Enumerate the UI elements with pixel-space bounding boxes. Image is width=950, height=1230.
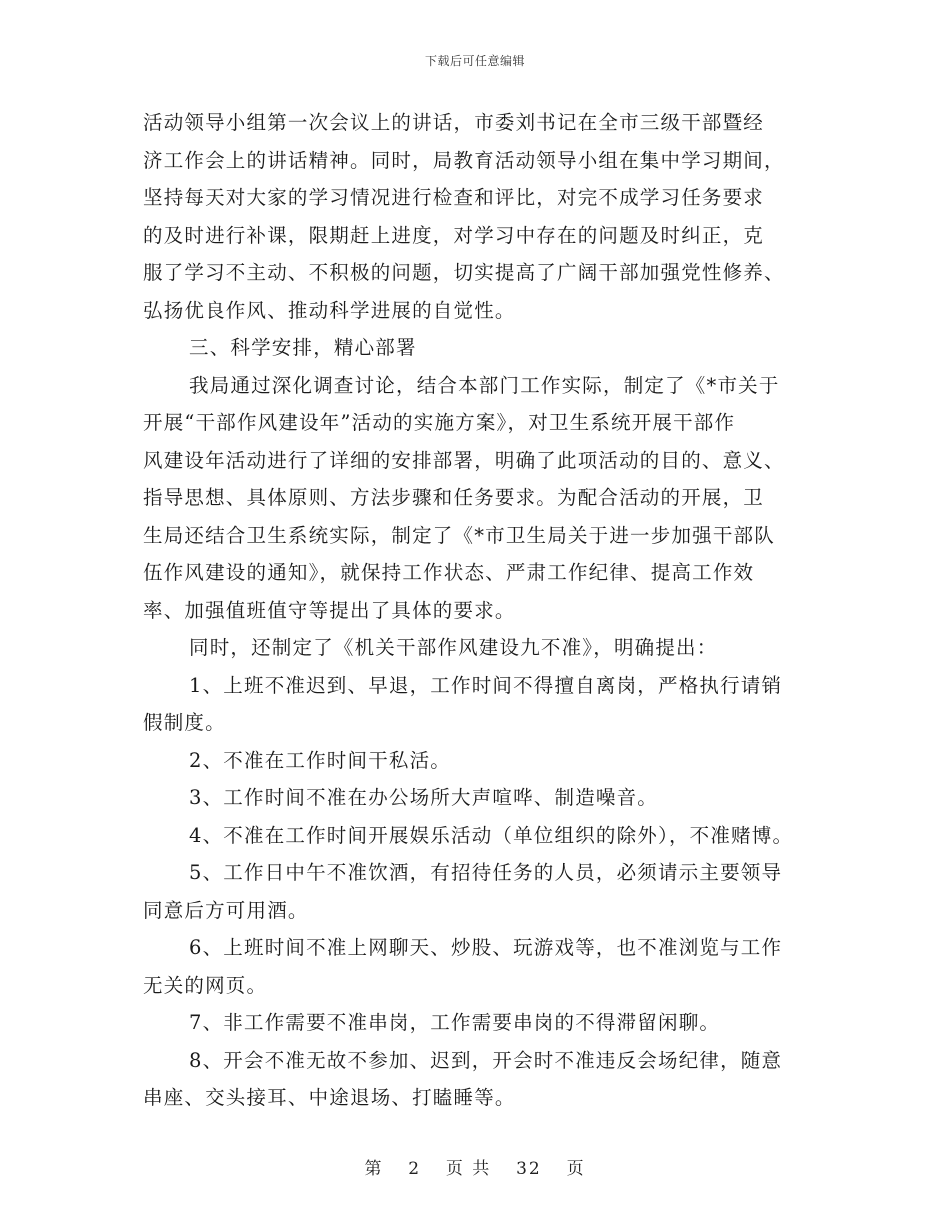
text-line: 无关的网页。 [143, 973, 268, 997]
text-line: 5、工作日中午不准饮酒，有招待任务的人员，必须请示主要领导 [189, 861, 783, 884]
text-line: 4、不准在工作时间开展娱乐活动（单位组织的除外），不准赌博。 [189, 823, 794, 847]
page-footer [0, 1154, 950, 1179]
text-line: 7、非工作需要不准串岗，工作需要串岗的不得滞留闲聊。 [189, 1011, 721, 1034]
text-line: 8、开会不准无故不参加、迟到，开会时不准违反会场纪律，随意 [189, 1048, 783, 1072]
text-line: 假制度。 [143, 711, 226, 734]
footer-middle: 页 共 [445, 1159, 492, 1179]
text-line: 指导思想、具体原则、方法步骤和任务要求。为配合活动的开展，卫 [143, 486, 765, 509]
text-line: 3、工作时间不准在办公场所大声喧哗、制造噪音。 [189, 786, 659, 809]
footer-total-pages: 32 [516, 1159, 542, 1179]
header-note: 下载后可任意编辑 [424, 54, 525, 68]
footer-suffix: 页 [566, 1159, 586, 1179]
document-body [143, 104, 815, 1117]
text-line: 同时，还制定了《机关干部作风建设九不准》，明确提出： [189, 636, 718, 659]
text-line: 6、上班时间不准上网聊天、炒股、玩游戏等，也不准浏览与工作 [189, 936, 783, 959]
text-line: 同意后方可用酒。 [143, 898, 309, 922]
text-line: 2、不准在工作时间干私活。 [189, 748, 452, 772]
text-line: 活动领导小组第一次会议上的讲话，市委刘书记在全市三级干部暨经 [143, 111, 765, 134]
text-line: 坚持每天对大家的学习情况进行检查和评比，对完不成学习任务要求 [143, 186, 765, 209]
text-line: 率、加强值班值守等提出了具体的要求。 [143, 598, 516, 622]
text-line: 生局还结合卫生系统实际，制定了《*市卫生局关于进一步加强干部队 [143, 523, 775, 547]
text-line: 伍作风建设的通知》，就保持工作状态、严肃工作纪律、提高工作效 [143, 561, 755, 584]
footer-page-number: 2 [408, 1159, 422, 1179]
text-line: 我局通过深化调查讨论，结合本部门工作实际，制定了《*市关于 [189, 373, 780, 397]
text-line: 风建设年活动进行了详细的安排部署，明确了此项活动的目的、意义、 [143, 448, 785, 472]
text-line: 弘扬优良作风、推动科学进展的自觉性。 [143, 298, 516, 322]
text-line: 1、上班不准迟到、早退，工作时间不得擅自离岗，严格执行请销 [189, 673, 783, 697]
text-line: 的及时进行补课，限期赶上进度，对学习中存在的问题及时纠正，克 [143, 223, 765, 247]
text-line: 串座、交头接耳、中途退场、打瞌睡等。 [143, 1086, 516, 1109]
footer-prefix: 第 [364, 1159, 384, 1179]
text-line: 服了学习不主动、不积极的问题，切实提高了广阔干部加强党性修养、 [143, 261, 785, 284]
text-line: 济工作会上的讲话精神。同时，局教育活动领导小组在集中学习期间， [143, 148, 785, 172]
text-line: 三、科学安排，精心部署 [189, 336, 417, 359]
text-line: 开展“干部作风建设年”活动的实施方案》，对卫生系统开展干部作 [143, 411, 736, 434]
